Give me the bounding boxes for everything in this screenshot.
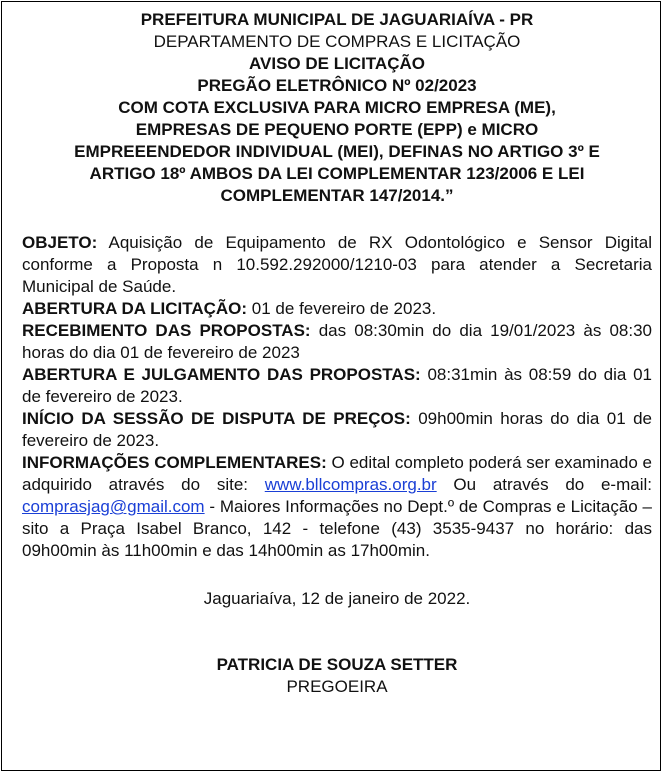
date-line: Jaguariaíva, 12 de janeiro de 2022. xyxy=(203,589,471,608)
info-label: INFORMAÇÕES COMPLEMENTARES: xyxy=(22,453,327,472)
licitation-notice xyxy=(22,9,652,698)
quota-line: ARTIGO 18º AMBOS DA LEI COMPLEMENTAR 123/2006 E LEI xyxy=(89,164,585,183)
procedure-number: PREGÃO ELETRÔNICO Nº 02/2023 xyxy=(197,76,477,95)
notice-header xyxy=(22,9,652,207)
quota-line: EMPRESAS DE PEQUENO PORTE (EPP) e MICRO xyxy=(135,120,539,139)
info-text: - Maiores Informações no Dept.º de Compras e Licitação – sito a Praça Isabel Branco, 142 - telefone (43) 3535-9437 no horário: das 09h00min às 11h00min e das 14h00min as 17h00min. xyxy=(22,497,652,560)
recebimento-label: RECEBIMENTO DAS PROPOSTAS: xyxy=(22,321,311,340)
abertura-paragraph xyxy=(22,298,652,320)
quota-line: COM COTA EXCLUSIVA PARA MICRO EMPRESA (ME), xyxy=(118,98,556,117)
signature-block xyxy=(22,654,652,698)
objeto-label: OBJETO: xyxy=(22,233,98,252)
quota-line: COMPLEMENTAR 147/2014.” xyxy=(220,186,454,205)
recebimento-paragraph xyxy=(22,320,652,364)
info-text: O edital completo poderá ser examinado e adquirido através do site: xyxy=(22,453,652,494)
quota-line: EMPREEENDEDOR INDIVIDUAL (MEI), DEFINAS NO ARTIGO 3º E xyxy=(74,142,600,161)
disputa-label: INÍCIO DA SESSÃO DE DISPUTA DE PREÇOS: xyxy=(22,409,411,428)
julgamento-text: 08:31min às 08:59 do dia 01 de fevereiro de 2023. xyxy=(22,365,652,406)
email-link[interactable]: comprasjag@gmail.com xyxy=(22,497,205,516)
signer-name: PATRICIA DE SOUZA SETTER xyxy=(216,655,458,674)
info-text: Ou através do e-mail: xyxy=(436,475,652,494)
info-paragraph xyxy=(22,452,652,562)
abertura-label: ABERTURA DA LICITAÇÃO: xyxy=(22,299,248,318)
objeto-paragraph xyxy=(22,232,652,298)
notice-title: AVISO DE LICITAÇÃO xyxy=(249,54,425,73)
abertura-text: 01 de fevereiro de 2023. xyxy=(247,299,437,318)
notice-body xyxy=(22,232,652,562)
site-link[interactable]: www.bllcompras.org.br xyxy=(264,475,437,494)
julgamento-paragraph xyxy=(22,364,652,408)
julgamento-label: ABERTURA E JULGAMENTO DAS PROPOSTAS: xyxy=(22,365,421,384)
recebimento-text: das 08:30min do dia 19/01/2023 às 08:30 horas do dia 01 de fevereiro de 2023 xyxy=(22,321,652,362)
department-name: DEPARTAMENTO DE COMPRAS E LICITAÇÃO xyxy=(153,32,521,51)
disputa-paragraph xyxy=(22,408,652,452)
objeto-text: Aquisição de Equipamento de RX Odontológico e Sensor Digital conforme a Proposta n 10.592.292000/1210-03 para atender a Secretaria Municipal de Saúde. xyxy=(22,233,652,296)
org-name: PREFEITURA MUNICIPAL DE JAGUARIAÍVA - PR xyxy=(140,10,534,29)
signer-role: PREGOEIRA xyxy=(286,677,388,696)
disputa-text: 09h00min horas do dia 01 de fevereiro de 2023. xyxy=(22,409,652,450)
